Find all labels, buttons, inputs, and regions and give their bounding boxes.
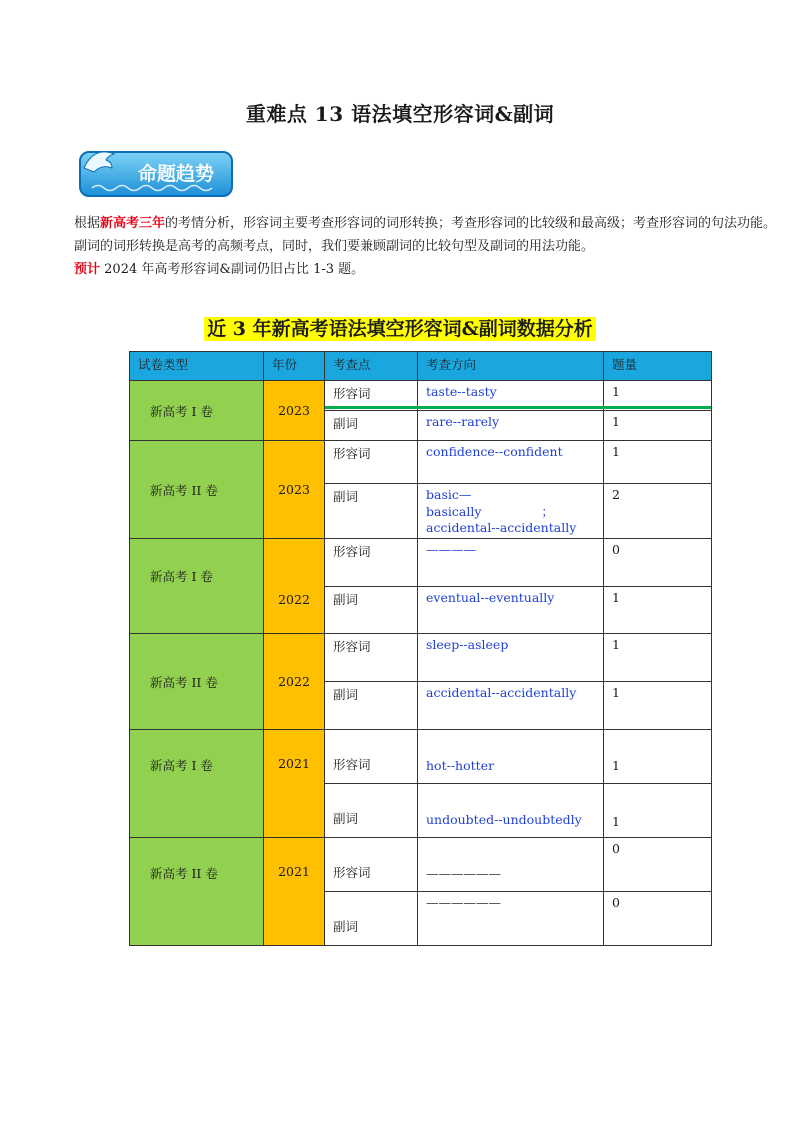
analysis-table (129, 351, 712, 946)
point-cell: 形容词 (325, 730, 418, 784)
table-header-row (130, 352, 712, 381)
direction-cell: ———— (418, 539, 604, 587)
point-cell: 副词 (325, 682, 418, 730)
paper-type-cell: 新高考 I 卷 (130, 730, 264, 838)
paper-type-cell: 新高考 II 卷 (130, 634, 264, 730)
header-cell: 考查点 (325, 352, 418, 381)
badge-label: 命题趋势 (137, 163, 215, 185)
direction-cell: undoubted--undoubtedly (418, 784, 604, 838)
year-cell: 2023 (264, 381, 325, 441)
point-cell: 形容词 (325, 539, 418, 587)
year-cell: 2021 (264, 838, 325, 946)
qty-cell: 1 (604, 730, 712, 784)
direction-cell: basic—basically ； accidental--accidentally (418, 484, 604, 539)
highlight-line (325, 406, 711, 409)
year-cell: 2021 (264, 730, 325, 838)
header-cell: 题量 (604, 352, 712, 381)
direction-cell: taste--tasty (418, 381, 604, 411)
paper-type-cell: 新高考 II 卷 (130, 441, 264, 539)
direction-cell: hot--hotter (418, 730, 604, 784)
paper-type-cell: 新高考 I 卷 (130, 539, 264, 634)
qty-cell: 2 (604, 484, 712, 539)
year-cell: 2022 (264, 634, 325, 730)
direction-cell: —————— (418, 838, 604, 892)
paper-type-cell: 新高考 II 卷 (130, 838, 264, 946)
table-row (130, 838, 712, 892)
intro-text (74, 212, 786, 281)
direction-cell: confidence--confident (418, 441, 604, 484)
page-title: 重难点 13 语法填空形容词&副词 (245, 102, 555, 126)
qty-cell: 1 (604, 634, 712, 682)
qty-cell: 1 (604, 587, 712, 634)
header-cell: 年份 (264, 352, 325, 381)
point-cell: 形容词 (325, 381, 418, 411)
table-row (130, 539, 712, 587)
intro-paragraph-2: 预计 2024 年高考形容词&副词仍旧占比 1-3 题。 (74, 262, 365, 277)
qty-cell: 0 (604, 838, 712, 892)
direction-cell: sleep--asleep (418, 634, 604, 682)
badge-banner (78, 146, 234, 198)
direction-cell: accidental--accidentally (418, 682, 604, 730)
direction-cell: eventual--eventually (418, 587, 604, 634)
qty-cell: 1 (604, 441, 712, 484)
table-row (130, 441, 712, 484)
point-cell: 副词 (325, 587, 418, 634)
direction-cell: —————— (418, 892, 604, 946)
point-cell: 副词 (325, 484, 418, 539)
year-cell: 2023 (264, 441, 325, 539)
point-cell: 形容词 (325, 838, 418, 892)
qty-cell: 0 (604, 892, 712, 946)
intro-paragraph-1: 根据新高考三年的考情分析，形容词主要考查形容词的词形转换；考查形容词的比较级和最高级；考查形容词的句法功能。副词的词形转换是高考的高频考点，同时，我们要兼顾副词的比较句型及副词的用法功能。 (74, 216, 777, 254)
qty-cell: 1 (604, 682, 712, 730)
point-cell: 副词 (325, 784, 418, 838)
header-cell: 考查方向 (418, 352, 604, 381)
point-cell: 形容词 (325, 441, 418, 484)
table-title: 近 3 年新高考语法填空形容词&副词数据分析 (0, 314, 800, 341)
qty-cell: 1 (604, 381, 712, 411)
paper-type-cell: 新高考 I 卷 (130, 381, 264, 441)
point-cell: 副词 (325, 411, 418, 441)
point-cell: 形容词 (325, 634, 418, 682)
year-cell: 2022 (264, 539, 325, 634)
qty-cell: 1 (604, 784, 712, 838)
header-cell: 试卷类型 (130, 352, 264, 381)
table-row (130, 634, 712, 682)
qty-cell: 1 (604, 411, 712, 441)
qty-cell: 0 (604, 539, 712, 587)
point-cell: 副词 (325, 892, 418, 946)
table-row (130, 730, 712, 784)
direction-cell: rare--rarely (418, 411, 604, 441)
